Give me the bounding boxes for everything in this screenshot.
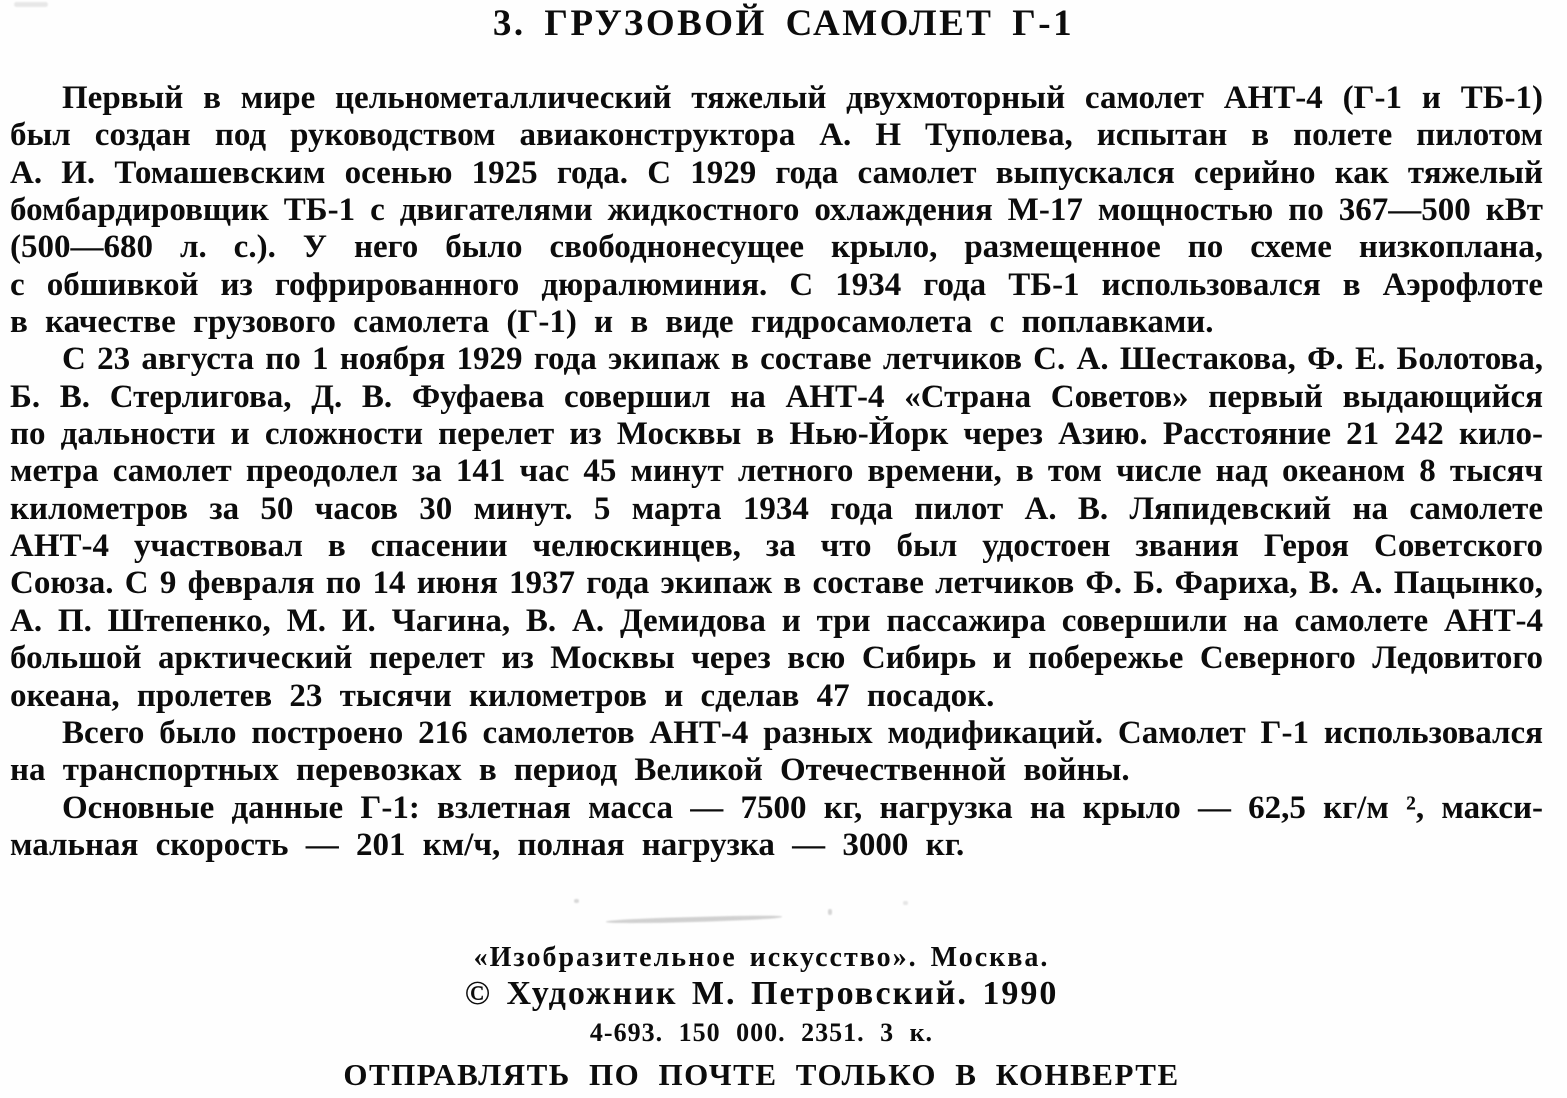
- text-line: океана, пролетев 23 тысячи километров и сделав 47 посадок.: [10, 677, 995, 714]
- text-line: мальная скорость — 201 км/ч, полная нагрузка — 3000 кг.: [10, 826, 965, 863]
- publisher-line: «Изобразительное искусство». Москва.: [473, 942, 1050, 973]
- print-code-line: 4-693. 150 000. 2351. 3 к.: [589, 1018, 934, 1047]
- colophon: [0, 941, 1545, 1093]
- text-line: (500—680 л. с.). У него было свободнонесущее крыло, размещенное по схеме низкоплана,: [10, 229, 1543, 266]
- text-line: в качестве грузового самолета (Г-1) и в виде гидросамолета с поплавками.: [10, 304, 1214, 341]
- postal-notice: ОТПРАВЛЯТЬ ПО ПОЧТЕ ТОЛЬКО В КОНВЕРТЕ: [343, 1057, 1180, 1092]
- text-line: большой арктический перелет из Москвы через всю Сибирь и побережье Северного Ледовитого: [10, 640, 1543, 677]
- text-line: Всего было построено 216 самолетов АНТ-4 разных модификаций. Самолет Г-1 использовался: [62, 714, 1543, 751]
- text-line: А. И. Томашевским осенью 1925 года. С 1929 года самолет выпускался серийно как тяжелый: [10, 154, 1543, 191]
- page-title: 3. ГРУЗОВОЙ САМОЛЕТ Г-1: [492, 3, 1075, 44]
- text-line: Союза. С 9 февраля по 14 июня 1937 года экипаж в составе летчиков Ф. Б. Фариха, В. А. Пацынко,: [10, 565, 1543, 602]
- text-line: на транспортных перевозках в период Великой Отечественной войны.: [10, 752, 1130, 789]
- article-body: [10, 80, 1543, 864]
- text-line: А. П. Штепенко, М. И. Чагина, В. А. Демидова и три пассажира совершили на самолете АНТ-4: [10, 602, 1543, 639]
- text-line: метра самолет преодолел за 141 час 45 минут летного времени, в том числе над океаном 8 тысяч: [10, 453, 1543, 490]
- scan-noise-smudge: [606, 915, 782, 925]
- artist-credit-line: © Художник М. Петровский. 1990: [464, 975, 1059, 1012]
- scan-noise-speck: [903, 901, 908, 905]
- text-line: по дальности и сложности перелет из Москвы в Нью-Йорк через Азию. Расстояние 21 242 кило-: [10, 416, 1543, 453]
- text-line: С 23 августа по 1 ноября 1929 года экипаж в составе летчиков С. А. Шестакова, Ф. Е. Болотова,: [62, 341, 1543, 378]
- text-line: Б. В. Стерлигова, Д. В. Фуфаева совершил на АНТ-4 «Страна Советов» первый выдающийся: [10, 378, 1543, 415]
- text-line: бомбардировщик ТБ-1 с двигателями жидкостного охлаждения М-17 мощностью по 367—500 кВт: [10, 192, 1543, 229]
- text-line: километров за 50 часов 30 минут. 5 марта 1934 года пилот А. В. Ляпидевский на самолете: [10, 490, 1543, 527]
- text-line: был создан под руководством авиаконструктора А. Н Туполева, испытан в полете пилотом: [10, 117, 1543, 154]
- text-line: АНТ-4 участвовал в спасении челюскинцев, за что был удостоен звания Героя Советского: [10, 528, 1543, 565]
- text-line: Основные данные Г-1: взлетная масса — 7500 кг, нагрузка на крыло — 62,5 кг/м ², макси-: [62, 789, 1543, 826]
- scan-noise-speck: [828, 909, 832, 915]
- text-line: Первый в мире цельнометаллический тяжелый двухмоторный самолет АНТ-4 (Г-1 и ТБ-1): [62, 80, 1543, 116]
- text-line: с обшивкой из гофрированного дюралюминия. С 1934 года ТБ-1 использовался в Аэрофлоте: [10, 266, 1543, 303]
- scan-noise-speck: [574, 899, 579, 903]
